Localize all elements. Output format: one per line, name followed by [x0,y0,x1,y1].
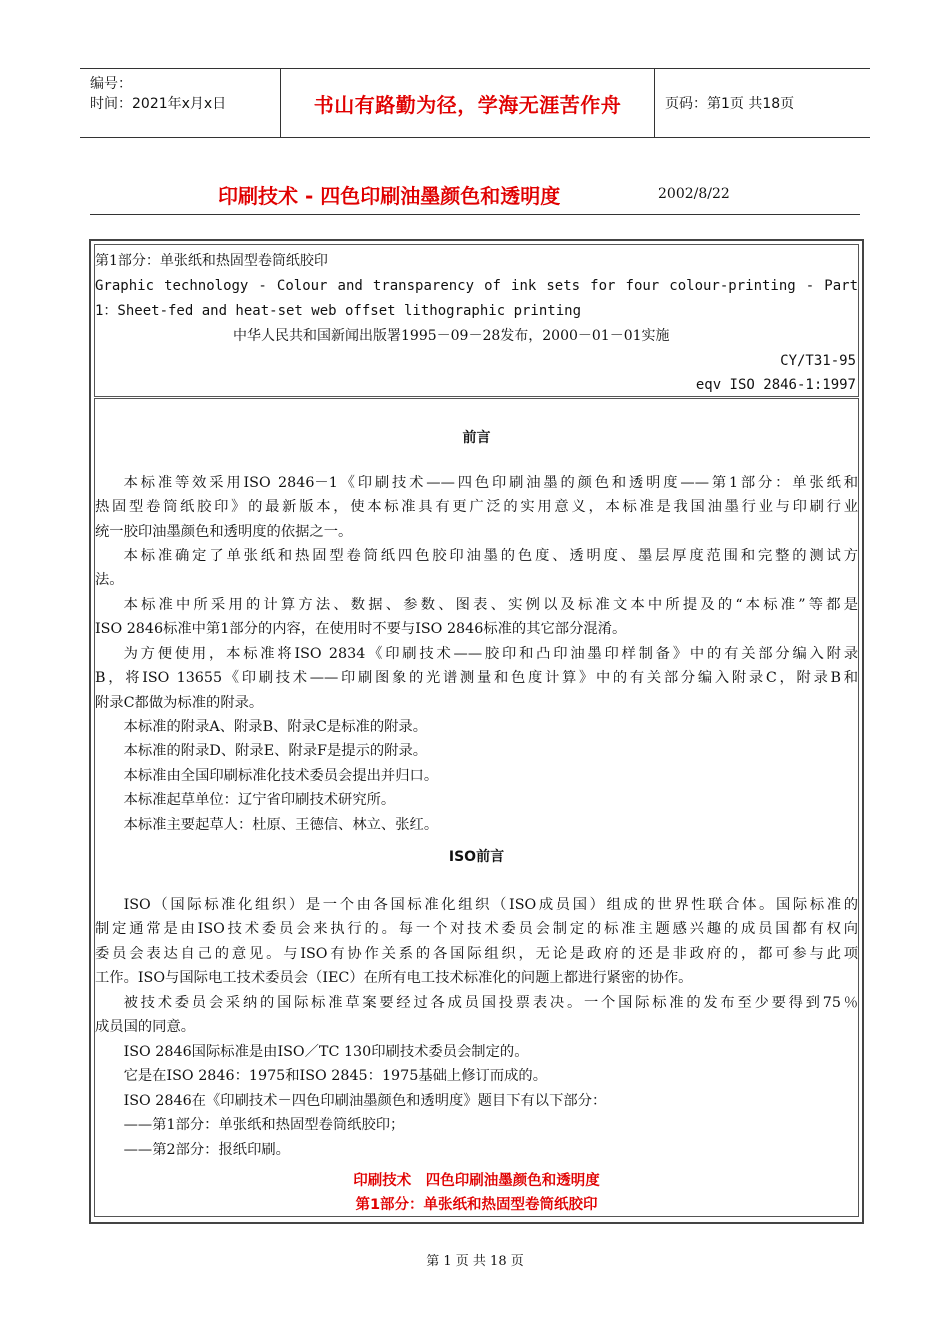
text-line: 委员会表达自己的意见。与ISO有协作关系的各国际组织，无论是政府的还是非政府的，都可参与此项 [95,945,858,962]
text-line: 本标准等效采用ISO 2846－1《印刷技术——四色印刷油墨的颜色和透明度——第1部分：单张纸和 [123,475,858,491]
text-line: 工作。ISO与国际电工技术委员会（IEC）在所有电工技术标准化的问题上都进行紧密的协作。 [95,970,693,987]
page-footer: 第 1 页 共 18 页 [426,1254,524,1269]
foreword-heading: 前言 [462,430,491,446]
iso-paragraph-3 [95,1040,858,1162]
text-line: ——第2部分：报纸印刷。 [123,1141,290,1158]
document-date: 2002/8/22 [658,186,730,202]
page-header [80,68,870,138]
text-line: ISO 2846在《印刷技术－四色印刷油墨颜色和透明度》题目下有以下部分： [123,1092,607,1109]
foreword-paragraph-2 [95,544,858,593]
text-line: ISO（国际标准化组织）是一个由各国标准化组织（ISO成员国）组成的世界性联合体。国际标准的 [123,897,858,913]
title-row [90,178,860,215]
text-line: 法。 [95,572,124,589]
text-line: 本标准主要起草人：杜原、王德信、林立、张红。 [123,816,439,833]
text-line: 它是在ISO 2846：1975和ISO 2845：1975基础上修订而成的。 [123,1068,547,1085]
iso-paragraph-1 [95,893,858,991]
header-info-cell [80,69,281,137]
issued-line: 中华人民共和国新闻出版署1995－09－28发布，2000－01－01实施 [233,328,670,344]
text-line: ISO 2846国际标准是由ISO／TC 130印刷技术委员会制定的。 [123,1044,529,1060]
standard-meta-box [94,244,859,397]
text-line: 本标准起草单位：辽宁省印刷技术研究所。 [123,792,396,809]
header-motto-cell [281,69,655,137]
text-line: 本标准确定了单张纸和热固型卷筒纸四色胶印油墨的色度、透明度、墨层厚度范围和完整的测试方 [123,548,858,564]
standard-code: CY/T31-95 [780,353,856,369]
text-line: 本标准由全国印刷标准化技术委员会提出并归口。 [123,767,439,784]
text-line: 本标准中所采用的计算方法、数据、参数、图表、实例以及标准文本中所提及的“本标准”等都是 [123,597,858,613]
content-frame [89,239,864,1224]
document-title: 印刷技术 - 四色印刷油墨颜色和透明度 [218,184,561,208]
part-en-1: Graphic technology - Colour and transparency of ink sets for four colour-printing - Part [95,278,858,294]
document-body [94,398,859,1217]
text-line: 本标准的附录D、附录E、附录F是提示的附录。 [123,743,428,760]
text-line: 被技术委员会采纳的国际标准草案要经过各成员国投票表决。一个国际标准的发布至少要得到75％ [123,995,858,1011]
part-cn: 第1部分：单张纸和热固型卷筒纸胶印 [95,253,328,269]
number-label: 编号： [90,76,132,92]
page-code: 页码：第1页 共18页 [665,96,795,112]
text-line: 本标准的附录A、附录B、附录C是标准的附录。 [123,719,428,735]
foreword-paragraph-1 [95,471,858,544]
iso-foreword-heading: ISO前言 [448,849,505,865]
text-line: 热固型卷筒纸胶印》的最新版本，使本标准具有更广泛的实用意义，本标准是我国油墨行业与印刷行业 [95,499,858,516]
header-page-cell [655,69,870,137]
part-en-line-1 [95,274,858,298]
time-label: 时间：2021年x月x日 [90,96,227,112]
foreword-paragraph-3 [95,593,858,642]
foreword-paragraph-5 [95,715,858,837]
text-line: ISO 2846标准中第1部分的内容，在使用时不要与ISO 2846标准的其它部分混淆。 [95,621,627,638]
foreword-paragraph-4 [95,642,858,715]
text-line: ——第1部分：单张纸和热固型卷筒纸胶印； [123,1117,405,1134]
iso-paragraph-2 [95,991,858,1040]
text-line: 附录C都做为标准的附录。 [95,694,264,711]
eqv-line: eqv ISO 2846-1:1997 [695,377,856,393]
text-line: 成员国的同意。 [95,1019,196,1036]
section-title: 印刷技术 四色印刷油墨颜色和透明度 [353,1173,600,1189]
text-line: 为方便使用，本标准将ISO 2834《印刷技术——胶印和凸印油墨印样制备》中的有关部分编入附录 [123,646,858,662]
text-line: 制定通常是由ISO技术委员会来执行的。每一个对技术委员会制定的标准主题感兴趣的成员国都有权向 [95,921,858,938]
part-en-2: 1：Sheet-fed and heat-set web offset lithographic printing [95,303,582,319]
text-line: 统一胶印油墨颜色和透明度的依据之一。 [95,523,353,540]
text-line: B，将ISO 13655《印刷技术——印刷图象的光谱测量和色度计算》中的有关部分编入附录C，附录B和 [95,670,858,687]
motto: 书山有路勤为径，学海无涯苦作舟 [313,92,622,117]
section-subtitle: 第1部分：单张纸和热固型卷筒纸胶印 [355,1197,598,1213]
